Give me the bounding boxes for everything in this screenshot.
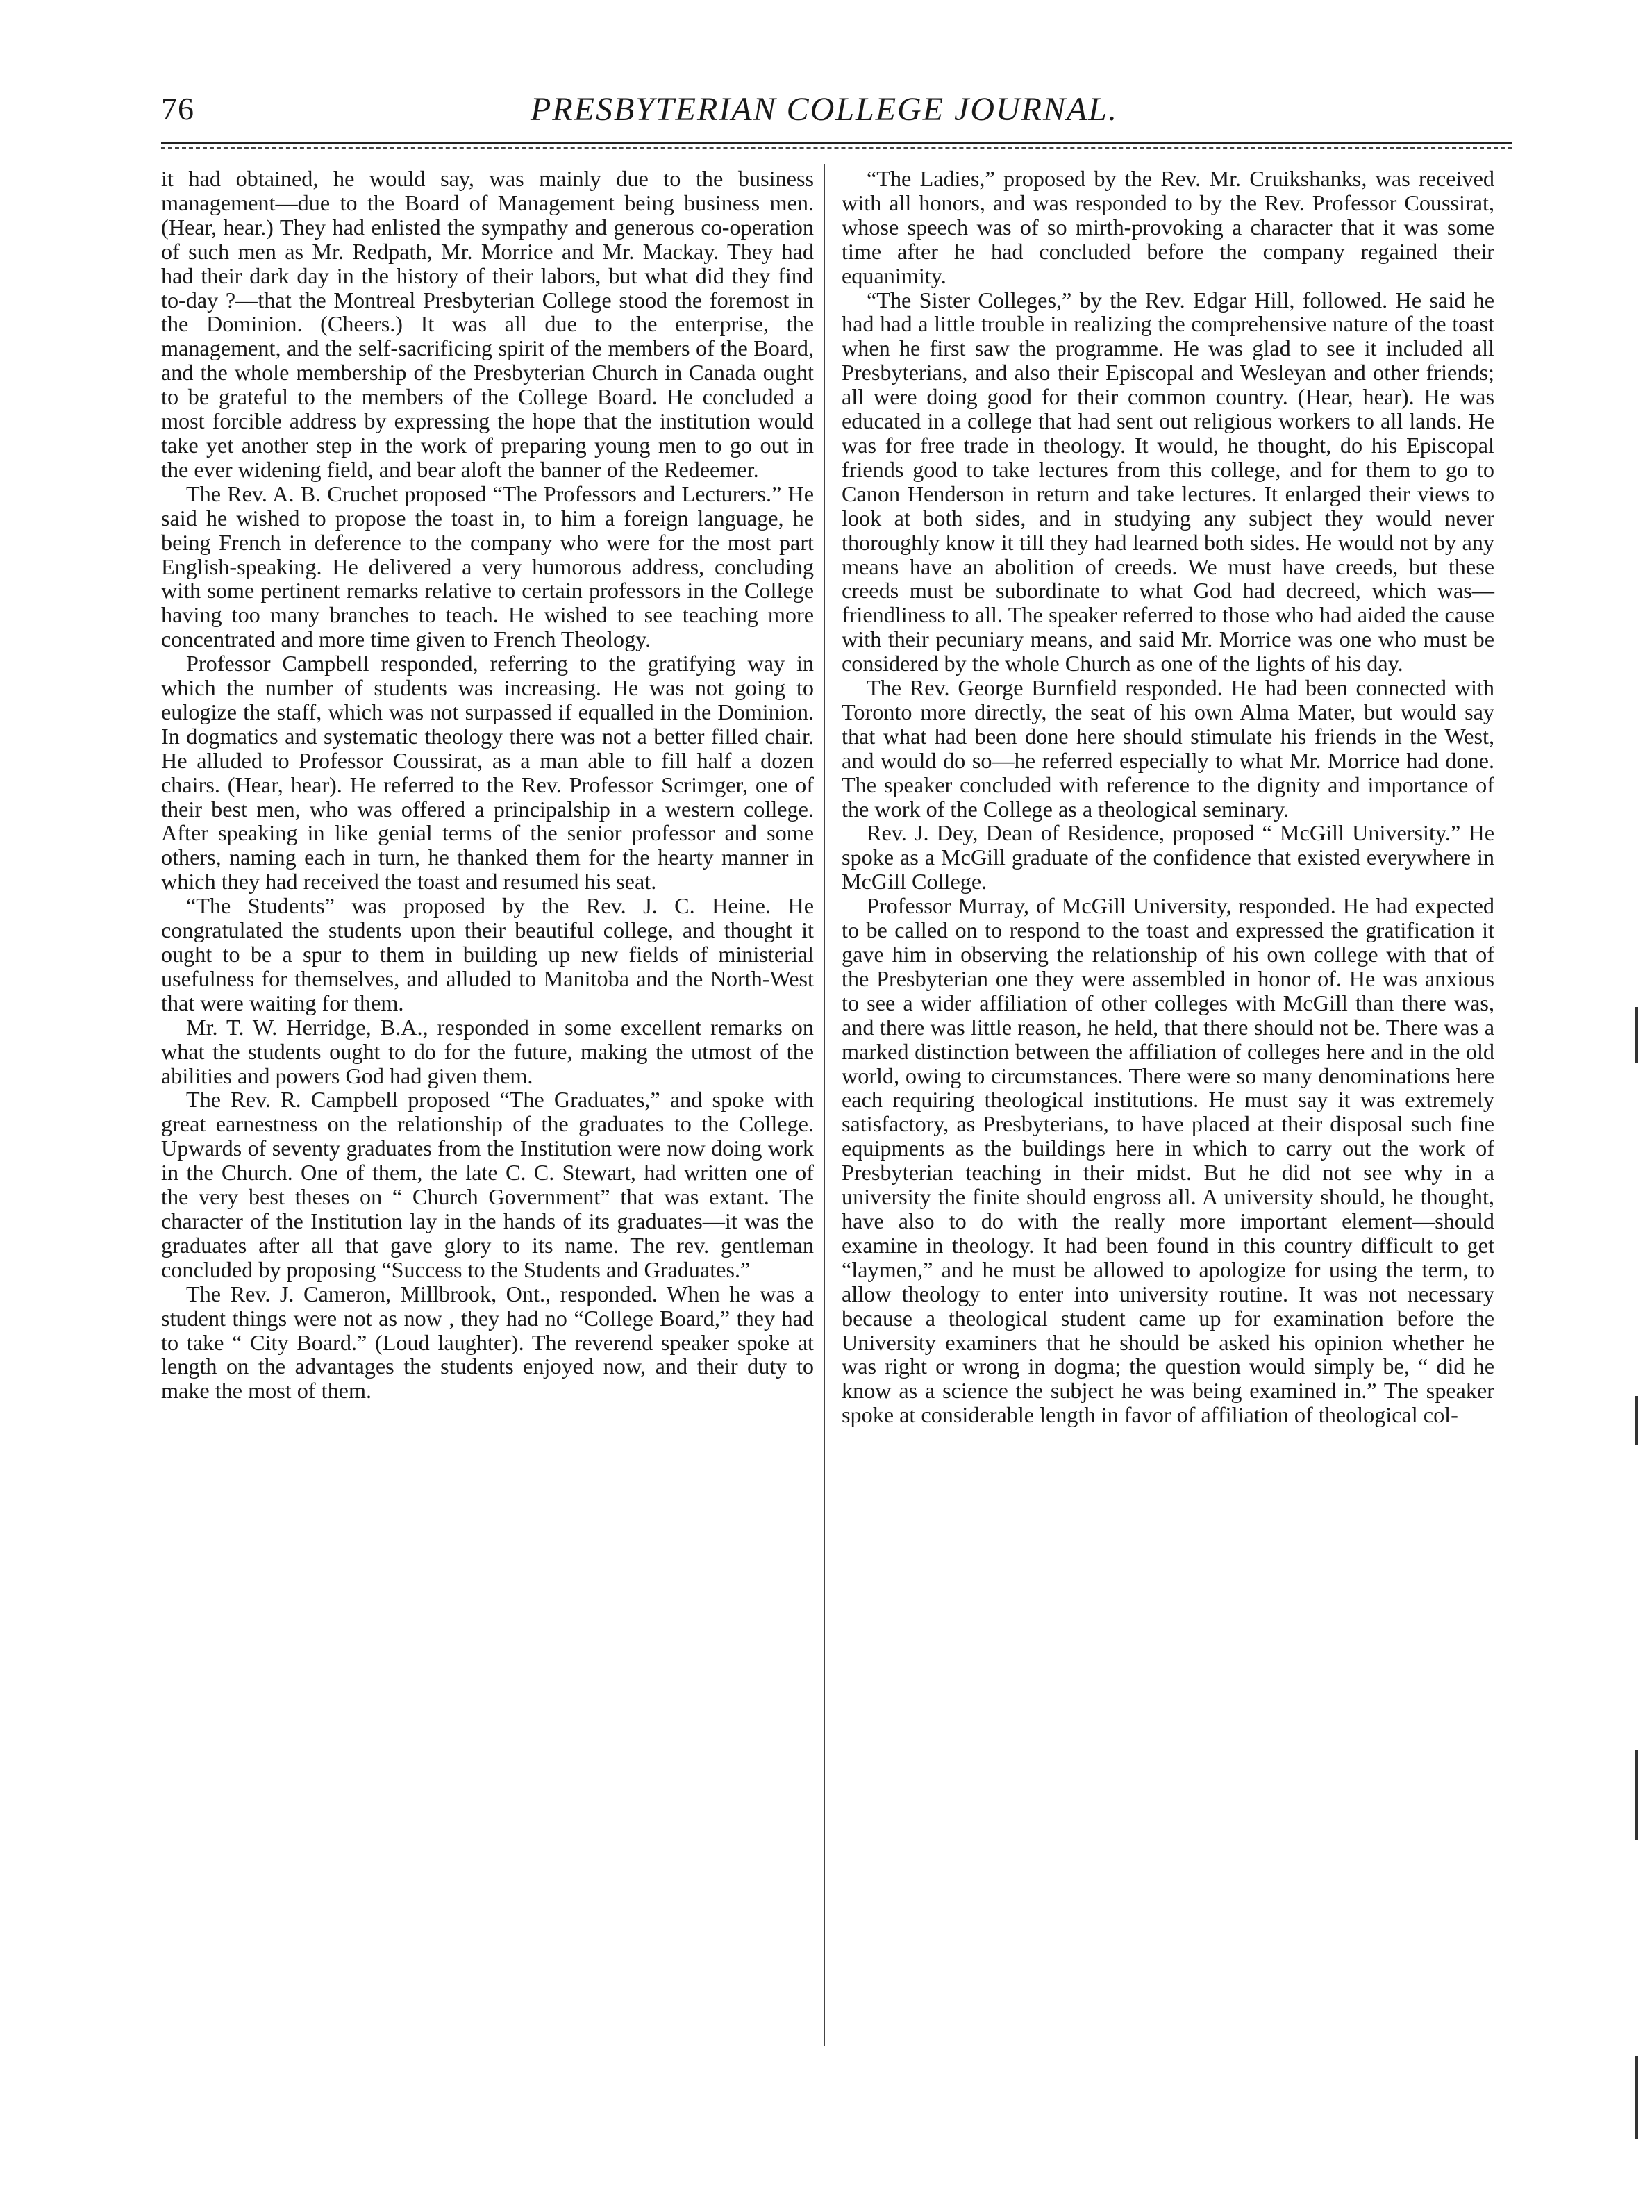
paragraph: “The Students” was proposed by the Rev. J. C. Heine. He congratulated the students upon their beautiful college, and thought it ought to be a spur to them in building up new fields of ministerial usefulness for themselves, and alluded to Manitoba and the North-West that were waiting for them.: [161, 893, 814, 1015]
paragraph: The Rev. J. Cameron, Millbrook, Ont., responded. When he was a student things were not as now , they had no “College Board,” they had to take “ City Board.” (Loud laughter). The reverend speaker spoke at length on the advantages the students enjoyed now, and their duty to make the most of them.: [161, 1281, 814, 1404]
scan-edge-mark: [1635, 1750, 1638, 1840]
page-number: 76: [161, 91, 194, 126]
paragraph: Professor Campbell responded, referring to the gratifying way in which the number of students was increasing. He was not going to eulogize the staff, which was not surpassed if equalled in the Dominion. In dogmatics and systematic theology there was not a better filled chair. He alluded to Professor Coussirat, as a man able to fill half a dozen chairs. (Hear, hear). He referred to the Rev. Professor Scrimger, one of their best men, who was offered a principalship in a western college. After speaking in like genial terms of the senior professor and some others, naming each in turn, he thanked them for the hearty manner in which they had received the toast and resumed his seat.: [161, 651, 814, 895]
header-rule-dashed: [161, 147, 1512, 149]
paragraph: Professor Murray, of McGill University, responded. He had expected to be called on to respond to the toast and expressed the gratification it gave him in observing the relationship of his own college with that of the Presbyterian one they were assembled in honor of. He was anxious to see a wider affiliation of other colleges with McGill than there was, and there was little reason, he held, that there should not be. There was a marked distinction between the affiliation of colleges here and in the old world, owing to circumstances. There were so many denominations here each requiring theological institutions. He must say it was extremely satisfactory, as Presbyterians, to have placed at their disposal such fine equipments as the buildings here in which to carry out the work of Presbyterian teaching in their midst. But he did not see why in a university the finite should engross all. A university should, he thought, have also to do with the really more important element—should examine in theology. It had been found in this country difficult to get “laymen,” and he must be allowed to apologize for using the term, to allow theology to enter into university routine. It was not necessary because a theological student came up for examination before the University examiners that he should be asked his opinion whether he was right or wrong in dogma; the question would simply be, “ did he know as a science the subject he was being examined in.” The speaker spoke at considerable length in favor of affiliation of theological col-: [842, 893, 1494, 1428]
paragraph: “The Sister Colleges,” by the Rev. Edgar Hill, followed. He said he had had a little trouble in realizing the comprehensive nature of the toast when he first saw the programme. He was glad to see it included all Presbyterians, and also their Episcopal and Wesleyan and other friends; all were doing good for their common country. (Hear, hear). He was educated in a college that had sent out religious workers to all lands. He was for free trade in theology. It would, he thought, do his Episcopal friends good to take lectures from this college, and for them to go to Canon Henderson in return and take lectures. It enlarged their views to look at both sides, and in studying any subject they would never thoroughly know it till they had learned both sides. He would not by any means have an abolition of creeds. We must have creeds, but these creeds must be subordinate to what God had decreed, which was—friendliness to all. The speaker referred to those who had aided the cause with their pecuniary means, and said Mr. Morrice was one who must be considered by the whole Church as one of the lights of his day.: [842, 287, 1494, 676]
paragraph: The Rev. George Burnfield responded. He had been connected with Toronto more directly, the seat of his own Alma Mater, but would say that what had been done here should stimulate his friends in the West, and would do so—he referred especially to what Mr. Morrice had done. The speaker concluded with reference to the dignity and importance of the work of the College as a theological seminary.: [842, 675, 1494, 822]
paragraph: The Rev. A. B. Cruchet proposed “The Professors and Lecturers.” He said he wished to propose the toast in, to him a foreign language, he being French in deference to the company who were for the most part English-speaking. He delivered a very humorous address, concluding with some pertinent remarks relative to certain professors in the College having too many branches to teach. He wished to see teaching more concentrated and more time given to French Theology.: [161, 481, 814, 652]
paragraph: “The Ladies,” proposed by the Rev. Mr. Cruikshanks, was received with all honors, and was responded to by the Rev. Professor Coussirat, whose speech was of so mirth-provoking a character that it was some time after he had concluded before the company regained their equanimity.: [842, 166, 1494, 288]
header-rule: [161, 142, 1512, 144]
left-column: [161, 167, 814, 1403]
right-column: [842, 167, 1494, 1427]
scan-edge-mark: [1635, 2056, 1638, 2139]
paragraph: The Rev. R. Campbell proposed “The Graduates,” and spoke with great earnestness on the relationship of the graduates to the College. Upwards of seventy graduates from the Institution were now doing work in the Church. One of them, the late C. C. Stewart, had written one of the very best theses on “ Church Government” that was extant. The character of the Institution lay in the hands of its graduates—it was the graduates after all that gave glory to its name. The rev. gentleman concluded by proposing “Success to the Students and Graduates.”: [161, 1087, 814, 1282]
paragraph: Mr. T. W. Herridge, B.A., responded in some excellent remarks on what the students ought to do for the future, making the utmost of the abilities and powers God had given them.: [161, 1014, 814, 1088]
column-divider: [824, 164, 825, 2046]
running-title: PRESBYTERIAN COLLEGE JOURNAL.: [531, 91, 1118, 128]
paragraph: it had obtained, he would say, was mainly due to the business management—due to the Board of Management being business men. (Hear, hear.) They had enlisted the sympathy and generous co-operation of such men as Mr. Redpath, Mr. Morrice and Mr. Mackay. They had had their dark day in the history of their labors, but what did they find to-day ?—that the Montreal Presbyterian College stood the foremost in the Dominion. (Cheers.) It was all due to the enterprise, the management, and the self-sacrificing spirit of the members of the Board, and the whole membership of the Presbyterian Church in Canada ought to be grateful to the members of the College Board. He concluded a most forcible address by expressing the hope that the institution would take yet another step in the work of preparing young men to go out in the ever widening field, and bear aloft the banner of the Redeemer.: [161, 166, 814, 482]
paragraph: Rev. J. Dey, Dean of Residence, proposed “ McGill University.” He spoke as a McGill graduate of the confidence that existed everywhere in McGill College.: [842, 820, 1494, 895]
page-header: [161, 90, 1487, 139]
scan-edge-mark: [1635, 1396, 1638, 1445]
scan-edge-mark: [1635, 1007, 1638, 1063]
